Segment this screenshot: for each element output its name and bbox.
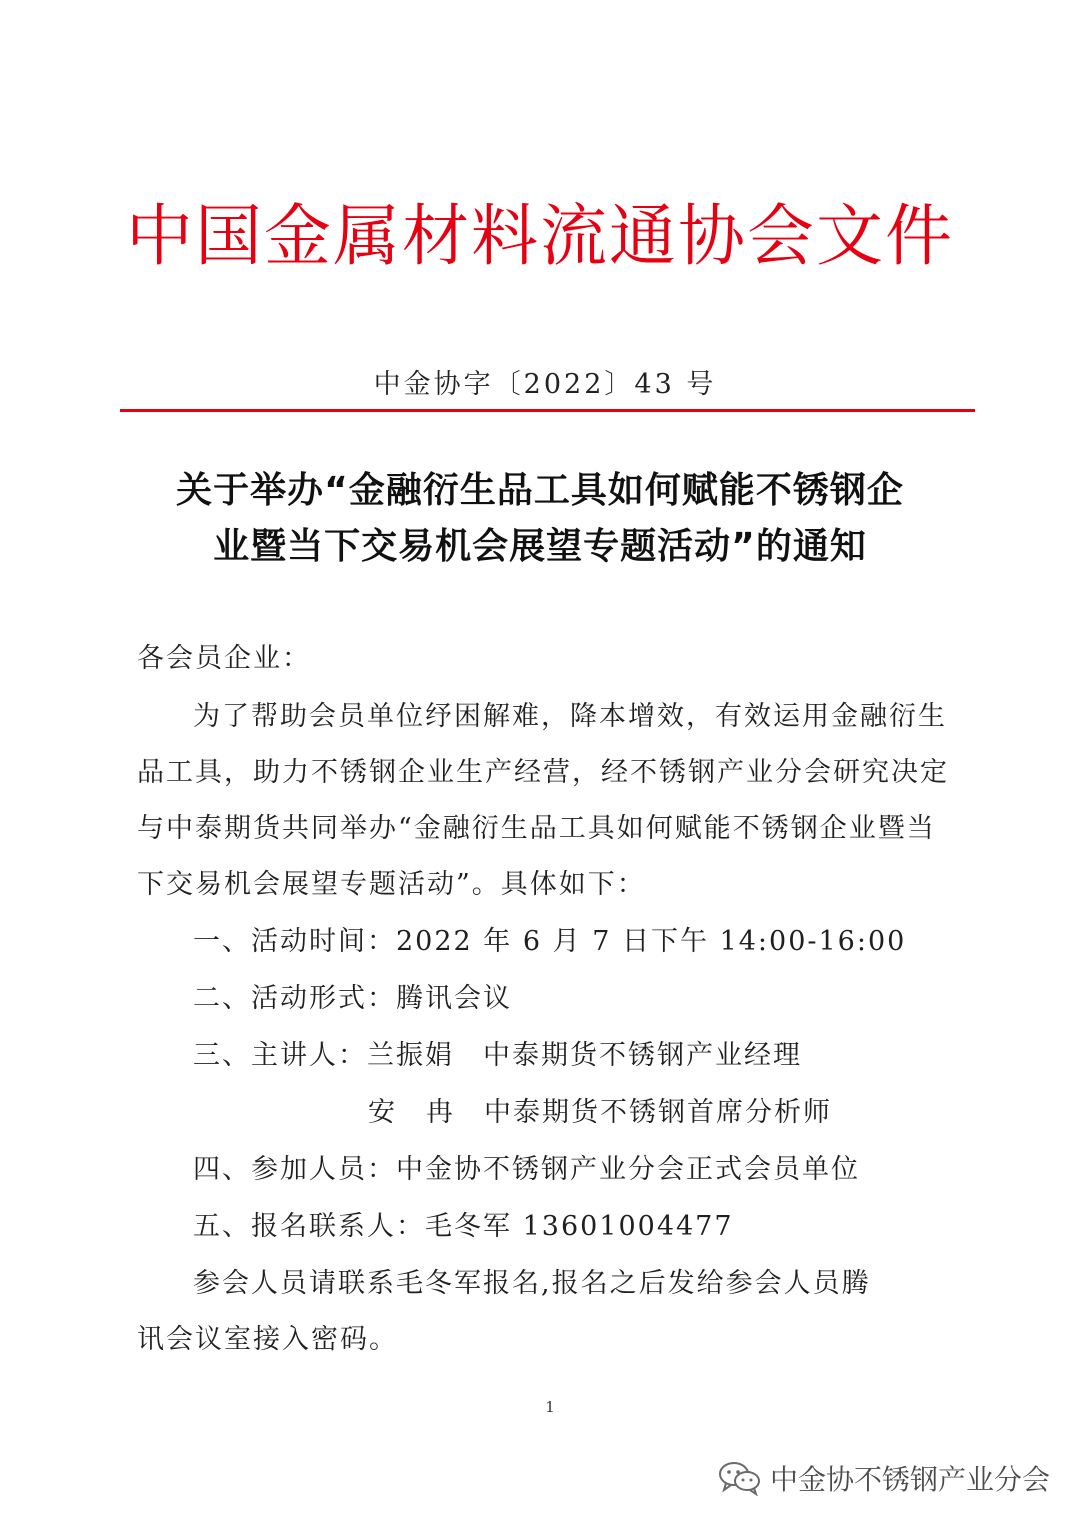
header-divider [120,409,975,412]
attendees: 四、参加人员：中金协不锈钢产业分会正式会员单位 [193,1154,860,1185]
speaker-1: 三、主讲人：兰振娟 中泰期货不锈钢产业经理 [193,1040,802,1071]
notice-title-line-1: 关于举办“金融衍生品工具如何赋能不锈钢企 [176,470,904,511]
intro-line-1: 为了帮助会员单位纾困解难，降本增效，有效运用金融衍生 [193,701,947,732]
registration-contact: 五、报名联系人：毛冬军 13601004477 [193,1211,734,1242]
notice-title-line-2: 业暨当下交易机会展望专题活动”的通知 [213,526,867,567]
intro-line-4: 下交易机会展望专题活动”。具体如下： [137,869,646,900]
wechat-icon [718,1460,762,1496]
intro-line-3: 与中泰期货共同举办“金融衍生品工具如何赋能不锈钢企业暨当 [137,813,936,844]
registration-note-line-1: 参会人员请联系毛冬军报名,报名之后发给参会人员腾 [193,1268,871,1299]
speaker-2: 安 冉 中泰期货不锈钢首席分析师 [368,1097,832,1128]
event-time: 一、活动时间：2022 年 6 月 7 日下午 14:00-16:00 [193,926,907,957]
watermark-text: 中金协不锈钢产业分会 [769,1463,1050,1496]
document-number: 中金协字〔2022〕43 号 [373,369,717,400]
registration-note-line-2: 讯会议室接入密码。 [137,1324,398,1355]
page-number: 1 [545,1398,555,1416]
event-format: 二、活动形式：腾讯会议 [193,983,512,1014]
wechat-watermark [718,1458,1050,1498]
salutation: 各会员企业： [137,643,311,674]
masthead-title: 中国金属材料流通协会文件 [126,197,954,275]
intro-line-2: 品工具，助力不锈钢企业生产经营，经不锈钢产业分会研究决定 [137,757,949,788]
